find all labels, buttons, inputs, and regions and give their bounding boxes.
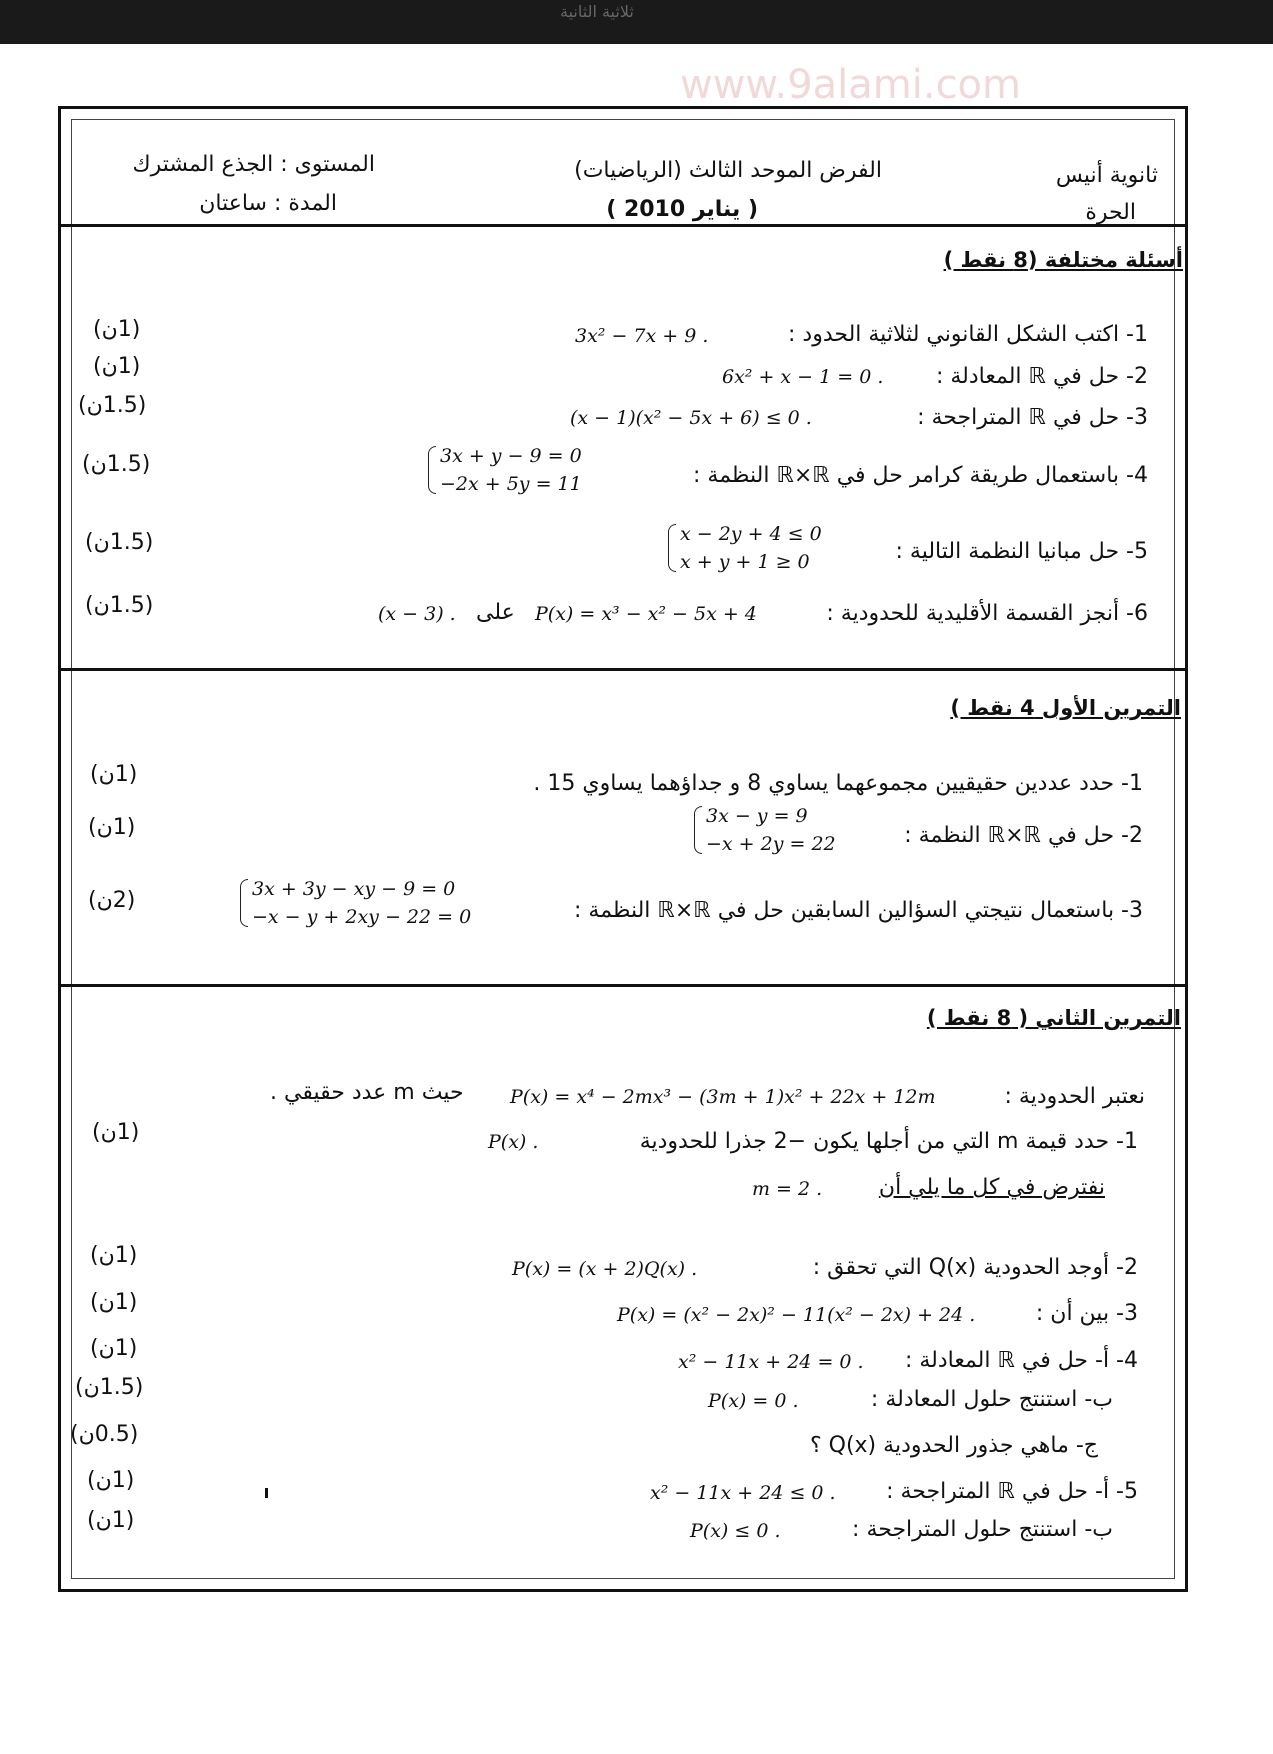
s3-q5a-points: (1ن) xyxy=(87,1468,135,1493)
s1-q1-math: 3x² − 7x + 9 . xyxy=(575,325,709,347)
s3-q1-text: 1- حدد قيمة m التي من أجلها يكون −2 جذرا للحدودية xyxy=(639,1129,1138,1154)
s1-q6-text2: على xyxy=(476,600,515,625)
s1-q2-math: 6x² + x − 1 = 0 . xyxy=(722,366,884,388)
s1-q3-points: (1.5ن) xyxy=(78,393,147,418)
s1-q5-text: 5- حل مبانيا النظمة التالية : xyxy=(895,539,1148,564)
top-strip-text: ثلاثية الثانية xyxy=(560,2,634,21)
exam-title: الفرض الموحد الثالث (الرياضيات) xyxy=(574,158,882,183)
school-name: ثانوية أنيس xyxy=(1055,163,1158,188)
s3-q5a-math: x² − 11x + 24 ≤ 0 . xyxy=(650,1482,836,1504)
s3-assumption-text: نفترض في كل ما يلي أن xyxy=(878,1175,1105,1200)
s1-q6-math2: (x − 3) . xyxy=(378,603,456,625)
s3-q4a-points: (1ن) xyxy=(90,1336,138,1361)
s3-q1-math: P(x) . xyxy=(488,1131,539,1153)
s3-q1-points: (1ن) xyxy=(92,1120,140,1145)
scan-top-strip xyxy=(0,0,1273,44)
s1-q5-eq2: x + y + 1 ≥ 0 xyxy=(680,551,810,573)
s3-q5b-text: ب- استنتج حلول المتراجحة : xyxy=(852,1517,1113,1542)
section2-title: التمرين الأول 4 نقط ) xyxy=(950,696,1181,720)
s3-q3-text: 3- بين أن : xyxy=(1035,1301,1138,1326)
s3-q4c-points: (0.5ن) xyxy=(70,1422,139,1447)
exam-level: المستوى : الجذع المشترك xyxy=(132,152,375,177)
s3-q3-math: P(x) = (x² − 2x)² − 11(x² − 2x) + 24 . xyxy=(617,1304,976,1326)
s2-q3-points: (2ن) xyxy=(88,888,136,913)
s2-q2-points: (1ن) xyxy=(88,815,136,840)
s3-q4a-math: x² − 11x + 24 = 0 . xyxy=(678,1351,864,1373)
s1-q5-points: (1.5ن) xyxy=(85,530,154,555)
s2-q3-eq1: 3x + 3y − xy − 9 = 0 xyxy=(252,878,456,900)
s3-q4b-points: (1.5ن) xyxy=(75,1375,144,1400)
s3-q5b-points: (1ن) xyxy=(87,1508,135,1533)
s3-q2-math: P(x) = (x + 2)Q(x) . xyxy=(512,1258,698,1280)
s3-q4a-text: 4- أ- حل في ℝ المعادلة : xyxy=(904,1348,1138,1373)
s2-q1-points: (1ن) xyxy=(90,762,138,787)
s1-q3-math: (x − 1)(x² − 5x + 6) ≤ 0 . xyxy=(570,407,812,429)
s3-q3-points: (1ن) xyxy=(90,1290,138,1315)
s2-q2-eq2: −x + 2y = 22 xyxy=(706,833,836,855)
s3-q2-text: 2- أوجد الحدودية Q(x) التي تحقق : xyxy=(812,1255,1138,1280)
watermark: www.9alami.com xyxy=(680,62,1021,108)
s1-q4-system xyxy=(426,442,582,498)
s1-q5-eq1: x − 2y + 4 ≤ 0 xyxy=(680,523,822,545)
s1-q6-text: 6- أنجز القسمة الأقليدية للحدودية : xyxy=(826,601,1148,626)
s2-q1-text: 1- حدد عددين حقيقيين مجموعهما يساوي 8 و جداؤهما يساوي 15 . xyxy=(533,771,1143,796)
s3-q4b-text: ب- استنتج حلول المعادلة : xyxy=(870,1387,1113,1412)
s1-q4-eq2: −2x + 5y = 11 xyxy=(440,473,582,495)
s2-q2-text: 2- حل في ℝ×ℝ النظمة : xyxy=(904,823,1143,848)
section3-title: التمرين الثاني ( 8 نقط ) xyxy=(926,1006,1181,1030)
s3-q5a-text: 5- أ- حل في ℝ المتراجحة : xyxy=(886,1479,1138,1504)
s2-q3-eq2: −x − y + 2xy − 22 = 0 xyxy=(252,906,472,928)
s1-q1-points: (1ن) xyxy=(93,317,141,342)
s1-q2-points: (1ن) xyxy=(93,354,141,379)
s1-q6-points: (1.5ن) xyxy=(85,593,154,618)
school-name-2: الحرة xyxy=(1085,200,1136,225)
s1-q6-math: P(x) = x³ − x² − 5x + 4 xyxy=(535,603,757,625)
exam-duration: المدة : ساعتان xyxy=(199,191,337,216)
s2-q3-system xyxy=(238,875,471,931)
s1-q4-text: 4- باستعمال طريقة كرامر حل في ℝ×ℝ النظمة : xyxy=(693,463,1148,488)
s2-q2-system xyxy=(692,802,836,858)
section2-divider xyxy=(58,984,1188,987)
exam-date: ( يناير 2010 ) xyxy=(606,197,758,222)
s3-intro-text2: حيث m عدد حقيقي . xyxy=(270,1080,464,1105)
s1-q4-points: (1.5ن) xyxy=(82,452,151,477)
s3-intro-text: نعتبر الحدودية : xyxy=(1004,1084,1145,1109)
s3-q4b-math: P(x) = 0 . xyxy=(708,1390,799,1412)
s2-q2-eq1: 3x − y = 9 xyxy=(706,805,808,827)
s3-intro-math: P(x) = x⁴ − 2mx³ − (3m + 1)x² + 22x + 12m xyxy=(510,1086,936,1108)
s2-q3-text: 3- باستعمال نتيجتي السؤالين السابقين حل في ℝ×ℝ النظمة : xyxy=(574,898,1143,923)
s3-q5b-math: P(x) ≤ 0 . xyxy=(690,1520,781,1542)
s3-q4c-text: ج- ماهي جذور الحدودية Q(x) ؟ xyxy=(809,1433,1098,1458)
s3-assumption-math: m = 2 . xyxy=(752,1178,823,1200)
s1-q5-system xyxy=(666,520,822,576)
s1-q1-text: 1- اكتب الشكل القانوني لثلاثية الحدود : xyxy=(788,322,1148,347)
s1-q2-text: 2- حل في ℝ المعادلة : xyxy=(935,364,1148,389)
s1-q3-text: 3- حل في ℝ المتراجحة : xyxy=(917,405,1148,430)
section1-divider xyxy=(58,668,1188,671)
header-divider xyxy=(58,224,1188,227)
section1-title: أسئلة مختلفة (8 نقط ) xyxy=(943,248,1183,272)
s1-q4-eq1: 3x + y − 9 = 0 xyxy=(440,445,582,467)
s3-q2-points: (1ن) xyxy=(90,1243,138,1268)
scan-mark xyxy=(265,1488,268,1498)
